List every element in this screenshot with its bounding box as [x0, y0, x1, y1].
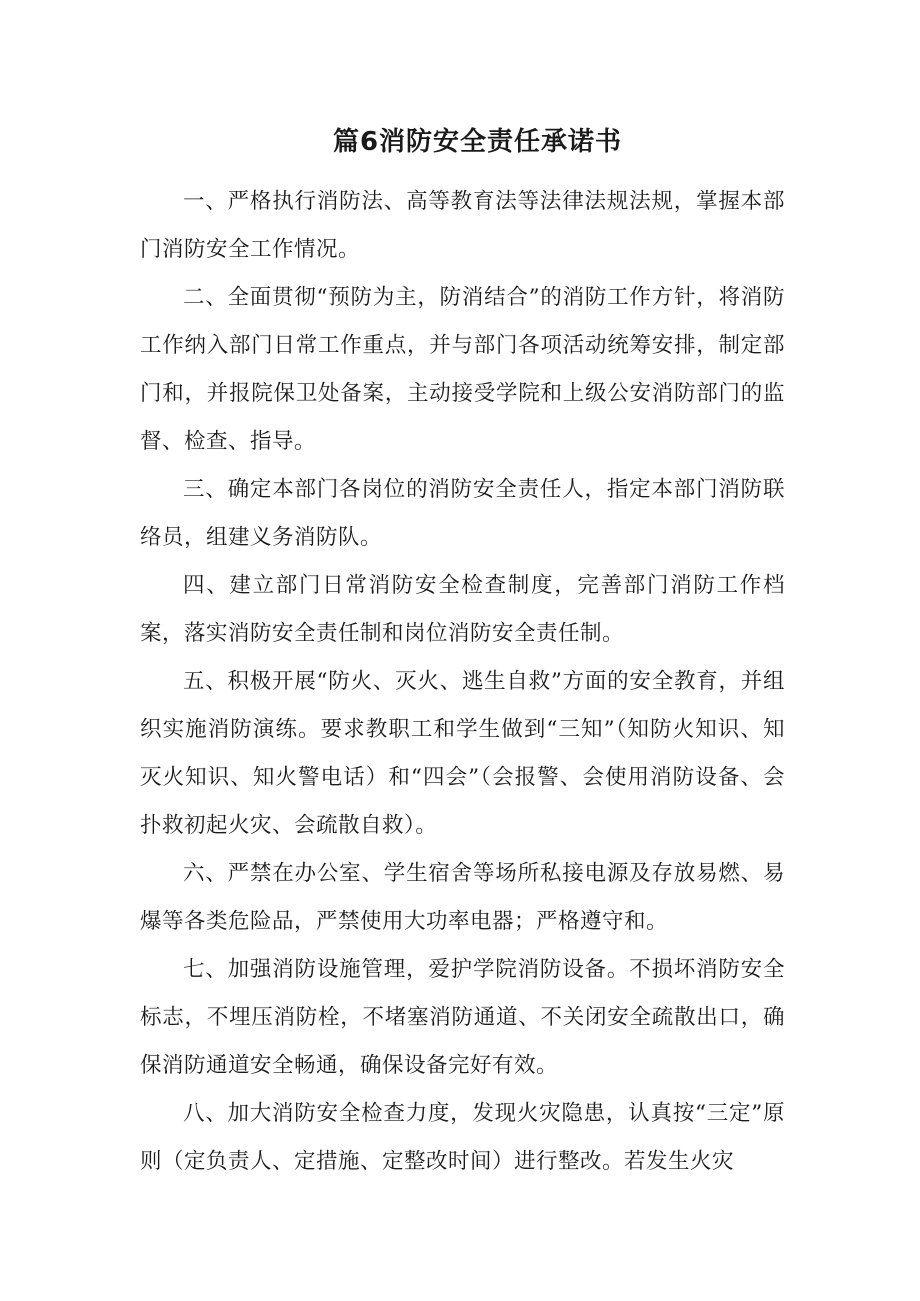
paragraph-1: 一、严格执行消防法、高等教育法等法律法规法规，掌握本部门消防安全工作情况。: [140, 189, 785, 262]
document-page: [140, 120, 785, 1186]
paragraph-4: 四、建立部门日常消防安全检查制度，完善部门消防工作档案，落实消防安全责任制和岗位消防安全责任制。: [140, 573, 785, 646]
paragraph-5: 五、积极开展“防火、灭火、逃生自救”方面的安全教育，并组织实施消防演练。要求教职工和学生做到“三知”（知防火知识、知灭火知识、知火警电话）和“四会”（会报警、会使用消防设备、会扑救初起火灾、会疏散自救）。: [140, 669, 785, 838]
paragraph-7: 七、加强消防设施管理，爱护学院消防设备。不损坏消防安全标志，不埋压消防栓，不堵塞消防通道、不关闭安全疏散出口，确保消防通道安全畅通，确保设备完好有效。: [140, 957, 785, 1078]
document-title: 篇6消防安全责任承诺书: [332, 127, 623, 157]
paragraph-6: 六、严禁在办公室、学生宿舍等场所私接电源及存放易燃、易爆等各类危险品，严禁使用大功率电器；严格遵守和。: [140, 861, 785, 934]
paragraph-3: 三、确定本部门各岗位的消防安全责任人，指定本部门消防联络员，组建义务消防队。: [140, 477, 785, 550]
paragraph-2: 二、全面贯彻“预防为主，防消结合”的消防工作方针，将消防工作纳入部门日常工作重点，并与部门各项活动统筹安排，制定部门和，并报院保卫处备案，主动接受学院和上级公安消防部门的监督、检查、指导。: [140, 285, 785, 454]
paragraph-8: 八、加大消防安全检查力度，发现火灾隐患，认真按“三定”原则（定负责人、定措施、定整改时间）进行整改。若发生火灾: [140, 1101, 785, 1174]
